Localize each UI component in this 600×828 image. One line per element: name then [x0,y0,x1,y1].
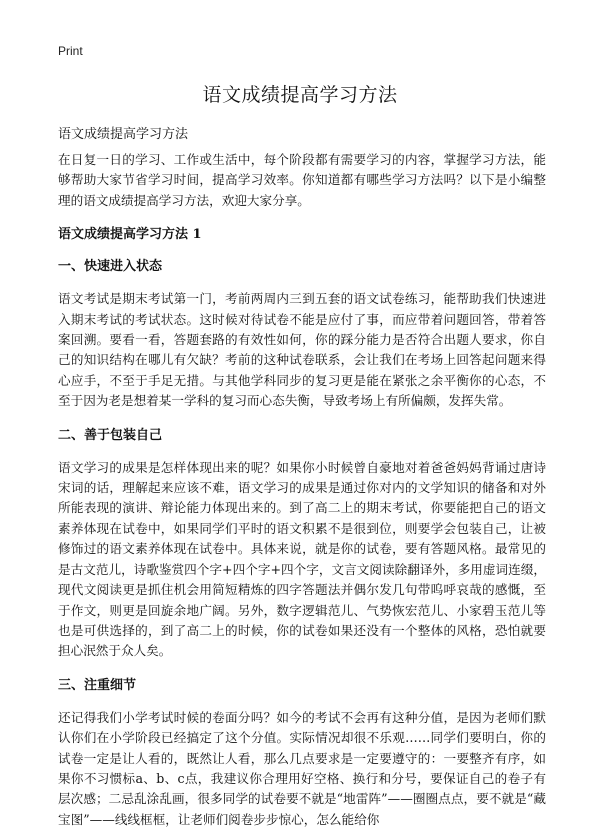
section-heading-2: 二、善于包装自己 [58,427,163,443]
section-paragraph-3: 还记得我们小学考试时候的卷面分吗？如今的考试不会再有这种分值，是因为老师们默认你们在小学阶段已经搞定了这个分值。实际情况却很不乐观……同学们要明白，你的试卷一定是让人看的，既然让人看，那么几点要求是一定要遵守的：一要整齐有序，如果你不习惯标a、b、c点，我建议你合理用好空格、换行和分号，要保证自己的卷子有层次感；二忌乱涂乱画，很多同学的试卷要不就是“地雷阵”——圈圈点点，要不就是“藏宝图”——线线框框，让老师们阅卷步步惊心，怎么能给你 [58,709,546,827]
section-heading-1: 一、快速进入状态 [58,259,163,275]
method-heading: 语文成绩提高学习方法 1 [58,227,202,243]
section-paragraph-1: 语文考试是期末考试第一门，考前两周内三到五套的语文试卷练习，能帮助我们快速进入期末考试的考试状态。这时候对待试卷不能是应付了事，而应带着问题回答，带着答案回溯。要看一看，答题套路的有效性如何，你的踩分能力是否符合出题人要求，你自己的知识结构在哪儿有欠缺？考前的这种试卷联系，会让我们在考场上回答起问题来得心应手，不至于手足无措。与其他学科同步的复习更是能在紧张之余平衡你的心态，不至于因为老是想着某一学科的复习而心态失衡，导致考场上有所偏颇，发挥失常。 [58,291,546,409]
section-paragraph-2: 语文学习的成果是怎样体现出来的呢？如果你小时候曾自豪地对着爸爸妈妈背诵过唐诗宋词的话，理解起来应该不难，语文学习的成果是通过你对内的文学知识的储备和对外所能表现的演讲、辩论能力体现出来的。到了高二上的期末考试，你要能把自己的语文素养体现在试卷中，如果同学们平时的语文积累不是很到位，则要学会包装自己，让被修饰过的语文素养体现在试卷中。具体来说，就是你的试卷，要有答题风格。最常见的是古文范儿，诗歌鉴赏四个字+四个字+四个字，文言文阅读除翻译外，多用虚词连缀，现代文阅读更是抓住机会用简短精炼的四字答题法并偶尔发几句带呜呼哀哉的感慨，至于作文，则更是回旋余地广阔。另外，数字逻辑范儿、气势恢宏范儿、小家碧玉范儿等也是可供选择的，到了高二上的时候，你的试卷如果还没有一个整体的风格，恐怕就要担心泯然于众人矣。 [58,459,546,659]
intro-paragraph: 在日复一日的学习、工作或生活中，每个阶段都有需要学习的内容，掌握学习方法，能够帮助大家节省学习时间，提高学习效率。你知道都有哪些学习方法吗？以下是小编整理的语文成绩提高学习方法，欢迎大家分享。 [58,152,546,208]
article-subtitle: 语文成绩提高学习方法 [58,127,189,142]
page-title: 语文成绩提高学习方法 [202,84,398,106]
section-heading-3: 三、注重细节 [58,677,137,693]
article-body [58,150,546,828]
print-link[interactable]: Print [58,44,83,58]
